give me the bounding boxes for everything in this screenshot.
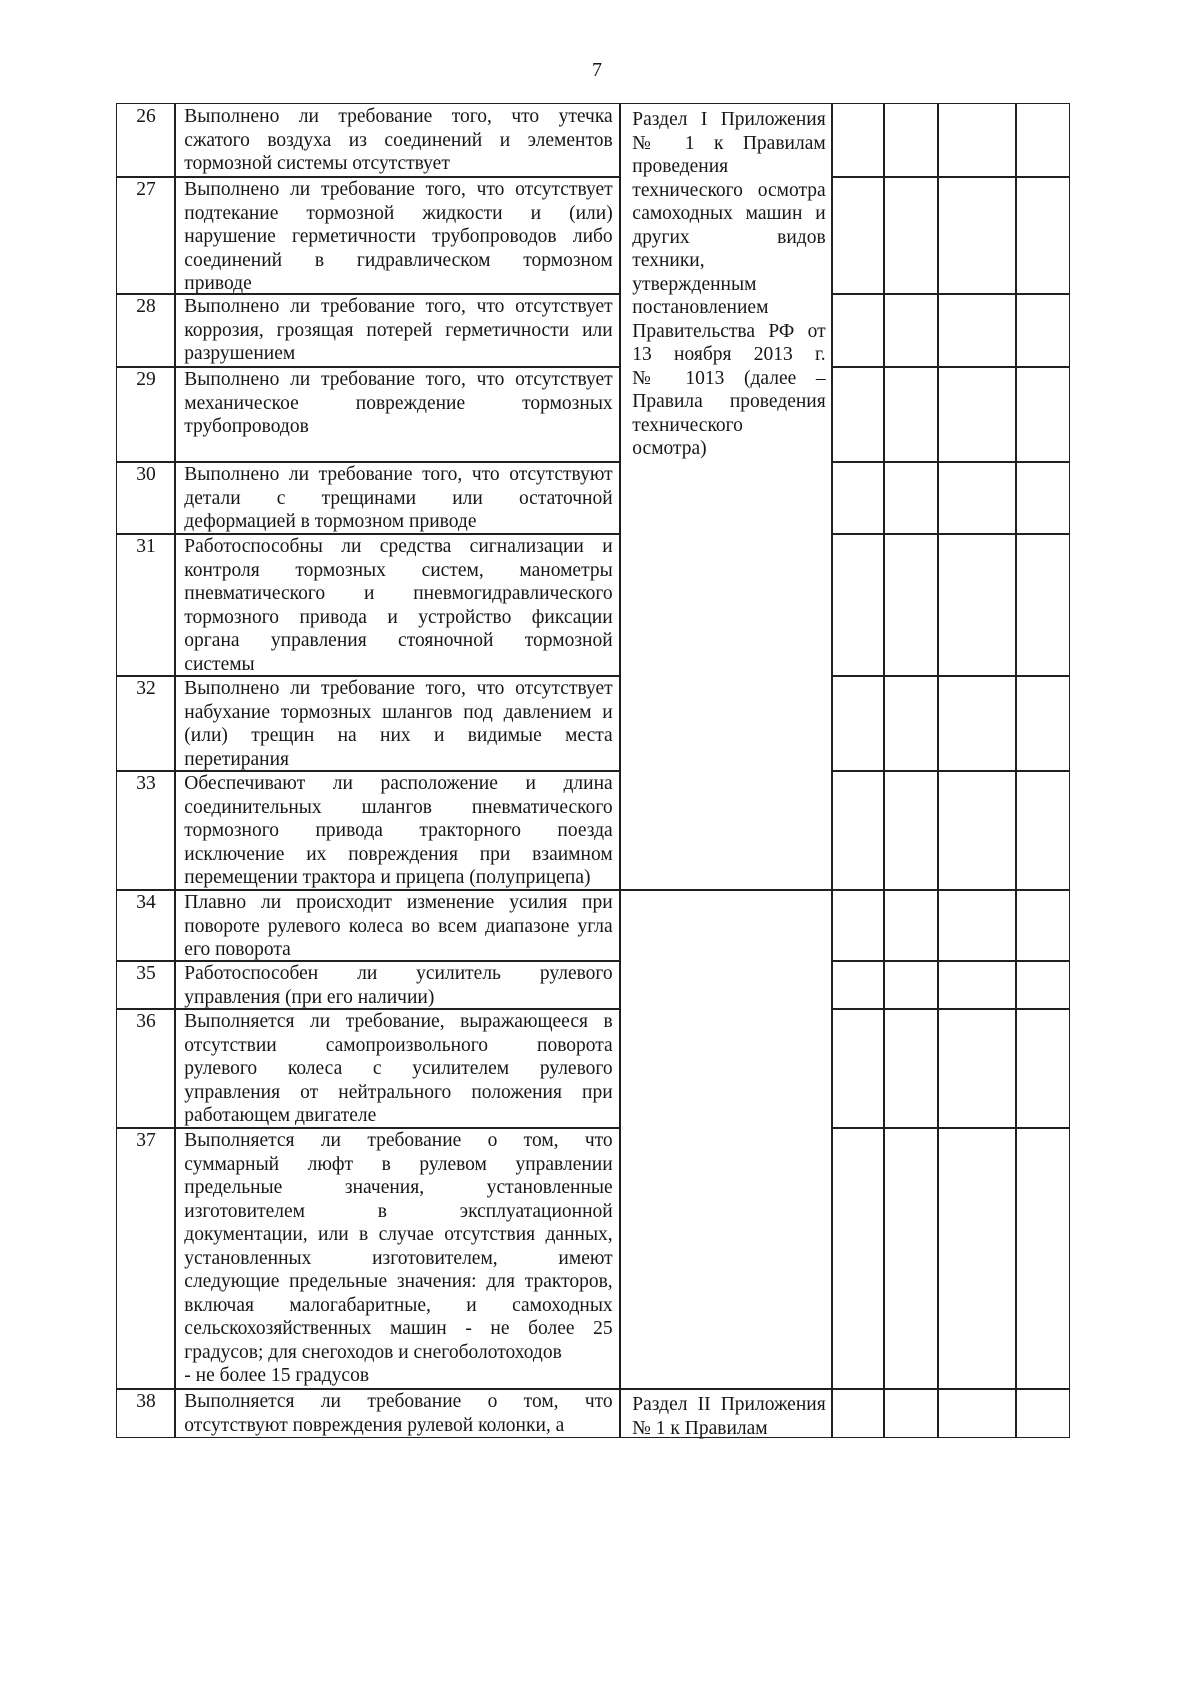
item-text-line: системы [184,653,255,675]
item-text-line: Выполняется ли требование, выражающееся в [184,1011,613,1033]
reference-text-line: Раздел I Приложения [632,109,826,131]
item-number: 35 [136,963,156,985]
check-cell [883,103,938,177]
item-text-line: управления (при его наличии) [184,986,435,1008]
item-text-line: Выполнено ли требование того, что утечка [184,106,613,128]
check-cell [831,1008,884,1128]
reference-text-line: № 1 к Правилам [632,1417,768,1439]
check-cell [831,960,884,1009]
item-text-cell [174,1388,620,1437]
item-text-line: тормозной системы отсутствует [184,153,450,175]
item-number-cell [116,675,175,771]
check-cell [937,770,1016,890]
item-number: 34 [136,892,156,914]
check-cell [937,675,1016,771]
check-cell [1015,675,1069,771]
item-text-line: работающем двигателе [184,1105,377,1127]
item-text-line: Обеспечивают ли расположение и длина [184,773,613,795]
check-cell [937,461,1016,534]
item-number: 38 [136,1391,156,1413]
item-text-line: набухание тормозных шлангов под давлением и [184,701,613,723]
item-text-line: детали с трещинами или остаточной [184,487,613,509]
item-text-line: приводе [184,273,252,295]
check-cell [937,366,1016,462]
item-text-cell [174,366,620,462]
item-text-line: нарушение герметичности трубопроводов либо [184,226,613,248]
check-cell [1015,461,1069,534]
check-cell [883,1388,938,1437]
check-cell [831,770,884,890]
check-cell [1015,1008,1069,1128]
reference-text-line: постановлением [632,297,769,319]
item-number: 26 [136,106,156,128]
item-text-line: следующие предельные значения: для тракторов, [184,1271,613,1293]
item-text-cell [174,960,620,1009]
check-cell [831,293,884,367]
item-text-line: (или) трещин на них и видимые места [184,725,613,747]
item-number-cell [116,960,175,1009]
reference-text-line: самоходных машин и [632,203,826,225]
item-text-line: его поворота [184,939,291,961]
item-text-line: Работоспособны ли средства сигнализации и [184,536,613,558]
check-cell [831,461,884,534]
reference-text-line: № 1 к Правилам [632,132,826,154]
item-text-line: предельные значения, установленные [184,1177,613,1199]
item-text-line: отсутствии самопроизвольного поворота [184,1034,613,1056]
item-text-line: тормозного привода и устройство фиксации [184,606,613,628]
item-text-line: Выполнено ли требование того, что отсутствуют [184,464,613,486]
reference-text-line: других видов [632,226,826,248]
item-text-line: исключение их повреждения при взаимном [184,843,613,865]
reference-cell [619,103,832,890]
check-cell [831,675,884,771]
item-text-line: Выполнено ли требование того, что отсутствует [184,369,613,391]
check-cell [1015,533,1069,676]
item-number-cell [116,461,175,534]
item-text-line: тормозного привода тракторного поезда [184,820,613,842]
item-text-line: суммарный люфт в рулевом управлении [184,1153,613,1175]
item-text-line: сельскохозяйственных машин - не более 25 [184,1318,613,1340]
page-number: 7 [592,59,602,81]
item-text-line: коррозия, грозящая потерей герметичности или [184,319,613,341]
check-cell [1015,1388,1069,1437]
item-text-line: сжатого воздуха из соединений и элементов [184,129,613,151]
item-text-cell [174,770,620,890]
item-number-cell [116,889,175,961]
item-number-cell [116,1008,175,1128]
item-text-line: деформацией в тормозном приводе [184,511,477,533]
item-text-line: Выполняется ли требование о том, что [184,1130,613,1152]
reference-text-line: № 1013 (далее – [632,367,826,389]
reference-text-line: утвержденным [632,273,757,295]
item-number-cell [116,1388,175,1437]
check-cell [883,176,938,294]
item-text-line: документации, или в случае отсутствия данных, [184,1224,613,1246]
item-text-line: соединительных шлангов пневматического [184,796,613,818]
item-number-cell [116,103,175,177]
item-text-line: Выполнено ли требование того, что отсутствует [184,678,613,700]
check-cell [937,176,1016,294]
item-text-line: подтекание тормозной жидкости и (или) [184,202,613,224]
check-cell [831,1127,884,1389]
item-text-line: Работоспособен ли усилитель рулевого [184,963,613,985]
check-cell [883,1127,938,1389]
item-number: 28 [136,296,156,318]
reference-cell [619,889,832,1389]
item-text-cell [174,1008,620,1128]
item-text-line: включая малогабаритные, и самоходных [184,1294,613,1316]
item-text-line: Выполняется ли требование о том, что [184,1391,613,1413]
check-cell [1015,770,1069,890]
item-number: 33 [136,773,156,795]
item-text-line: разрушением [184,343,296,365]
item-text-line: отсутствуют повреждения рулевой колонки, а [184,1414,565,1436]
item-text-line: рулевого колеса с усилителем рулевого [184,1058,613,1080]
item-number-cell [116,1127,175,1389]
item-number: 29 [136,369,156,391]
item-text-line: управления от нейтрального положения при [184,1081,613,1103]
check-cell [937,889,1016,961]
item-text-cell [174,533,620,676]
item-text-cell [174,293,620,367]
item-text-line: градусов; для снегоходов и снегоболотоходов [184,1341,562,1363]
item-text-line: трубопроводов [184,416,309,438]
check-cell [883,675,938,771]
item-text-line: Выполнено ли требование того, что отсутствует [184,179,613,201]
check-cell [937,103,1016,177]
item-text-line: Выполнено ли требование того, что отсутствует [184,296,613,318]
check-cell [883,533,938,676]
reference-text-line: технического осмотра [632,179,826,201]
reference-text-line: Раздел II Приложения [632,1394,826,1416]
item-text-line: контроля тормозных систем, манометры [184,559,613,581]
reference-cell [619,1388,832,1437]
check-cell [937,1008,1016,1128]
item-text-line: перемещении трактора и прицепа (полуприцепа) [184,867,591,889]
item-text-line: установленных изготовителем, имеют [184,1247,613,1269]
item-number: 32 [136,678,156,700]
check-cell [883,889,938,961]
check-cell [883,293,938,367]
item-text-cell [174,1127,620,1389]
check-cell [883,1008,938,1128]
item-text-cell [174,103,620,177]
item-number: 31 [136,536,156,558]
item-text-cell [174,675,620,771]
check-cell [831,366,884,462]
item-text-line: органа управления стояночной тормозной [184,630,613,652]
check-cell [883,461,938,534]
item-text-cell [174,889,620,961]
reference-text-line: осмотра) [632,438,707,460]
item-text-line: - не более 15 градусов [184,1365,370,1387]
item-number: 30 [136,464,156,486]
reference-text-line: проведения [632,156,729,178]
check-cell [831,533,884,676]
item-text-cell [174,461,620,534]
check-cell [831,1388,884,1437]
item-number-cell [116,293,175,367]
item-text-line: соединений в гидравлическом тормозном [184,249,613,271]
check-cell [1015,293,1069,367]
item-number-cell [116,176,175,294]
check-cell [1015,1127,1069,1389]
item-text-line: механическое повреждение тормозных [184,392,613,414]
check-cell [1015,366,1069,462]
item-number: 37 [136,1130,156,1152]
item-text-line: перетирания [184,748,289,770]
reference-text-line: технического [632,414,743,436]
reference-text-line: техники, [632,250,705,272]
check-cell [831,103,884,177]
item-text-line: Плавно ли происходит изменение усилия при [184,892,613,914]
reference-text-line: Правительства РФ от [632,320,826,342]
check-cell [937,1127,1016,1389]
check-cell [1015,103,1069,177]
reference-text-line: 13 ноября 2013 г. [632,344,826,366]
item-text-cell [174,176,620,294]
item-number: 36 [136,1011,156,1033]
item-number-cell [116,533,175,676]
check-cell [883,366,938,462]
check-cell [1015,889,1069,961]
item-text-line: изготовителем в эксплуатационной [184,1200,613,1222]
check-cell [831,176,884,294]
check-cell [831,889,884,961]
check-cell [937,1388,1016,1437]
item-number: 27 [136,179,156,201]
check-cell [1015,960,1069,1009]
check-cell [883,960,938,1009]
check-cell [937,533,1016,676]
item-number-cell [116,366,175,462]
item-text-line: пневматического и пневмогидравлического [184,583,613,605]
check-cell [937,960,1016,1009]
check-cell [883,770,938,890]
reference-text-line: Правила проведения [632,391,826,413]
check-cell [937,293,1016,367]
check-cell [1015,176,1069,294]
item-text-line: повороте рулевого колеса во всем диапазоне угла [184,915,613,937]
item-number-cell [116,770,175,890]
